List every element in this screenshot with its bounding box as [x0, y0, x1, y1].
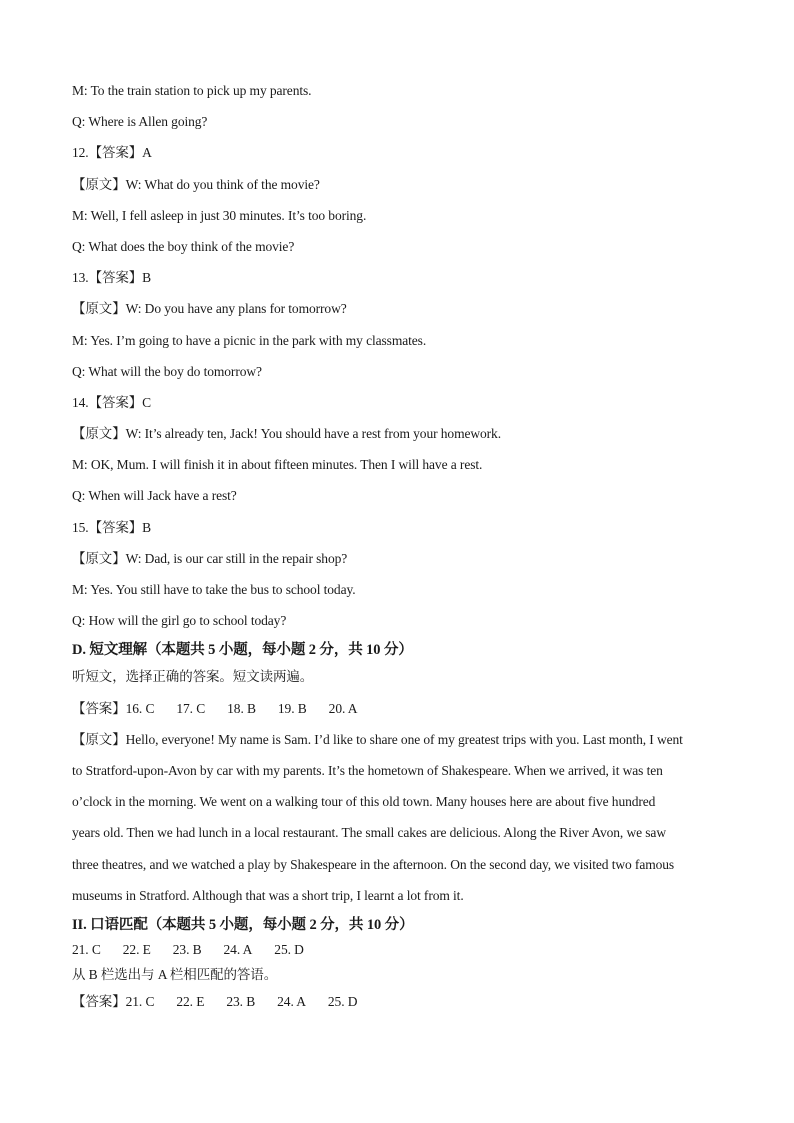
passage-line: years old. Then we had lunch in a local restaurant. The small cakes are delicious. Along the River Avon, we saw	[72, 825, 666, 841]
passage-line: to Stratford-upon-Avon by car with my parents. It’s the hometown of Shakespeare. When we arrived, it was ten	[72, 762, 663, 778]
answer-item: 16. C	[125, 700, 155, 716]
answer-prefix: 【答案】	[72, 700, 126, 716]
answer-item: 24. A	[223, 941, 253, 957]
text-line: Q: When will Jack have a rest?	[72, 488, 237, 504]
answer-item: 22. E	[122, 941, 151, 957]
section-ii-instruction: 从 B 栏选出与 A 栏相匹配的答语。	[72, 966, 278, 982]
text-line: 【原文】W: Dad, is our car still in the repair shop?	[72, 550, 348, 566]
text-line: M: OK, Mum. I will finish it in about fifteen minutes. Then I will have a rest.	[72, 457, 483, 473]
answer-item: 24. A	[277, 993, 306, 1009]
text-line: Q: What does the boy think of the movie?	[72, 238, 295, 254]
section-ii-answers	[72, 989, 722, 1020]
answer-item: 18. B	[227, 700, 256, 716]
passage-line: three theatres, and we watched a play by Shakespeare in the afternoon. On the second day, we visited two famous	[72, 856, 675, 872]
answer-item: 21. C	[125, 993, 155, 1009]
answer-item: 23. B	[172, 941, 202, 957]
passage-line: 【原文】Hello, everyone! My name is Sam. I’d like to share one of my greatest trips with you. Last month, I went	[72, 731, 683, 747]
answer-item: 19. B	[277, 700, 307, 716]
text-line: Q: How will the girl go to school today?	[72, 613, 287, 629]
answer-line: 15.【答案】B	[72, 519, 152, 535]
passage-line: museums in Stratford. Although that was a short trip, I learnt a lot from it.	[72, 887, 464, 903]
answer-prefix: 【答案】	[72, 993, 126, 1009]
answer-line: 12.【答案】A	[72, 145, 152, 161]
section-ii-answers-top	[72, 939, 722, 964]
answer-item: 21. C	[72, 941, 101, 957]
document-page	[72, 78, 722, 1020]
passage-line: o’clock in the morning. We went on a walking tour of this old town. Many houses here are about five hundred	[72, 794, 656, 810]
answer-item: 23. B	[226, 993, 256, 1009]
section-d-answers	[72, 696, 722, 727]
text-line: Q: What will the boy do tomorrow?	[72, 363, 262, 379]
text-line: 【原文】W: What do you think of the movie?	[72, 176, 320, 192]
text-line: Q: Where is Allen going?	[72, 114, 208, 130]
section-ii-heading: II. 口语匹配（本题共 5 小题，每小题 2 分，共 10 分）	[72, 916, 414, 933]
answer-item: 25. D	[274, 941, 304, 957]
text-line: 【原文】W: Do you have any plans for tomorrow?	[72, 301, 347, 317]
text-line: M: Yes. You still have to take the bus to school today.	[72, 582, 356, 597]
section-d-instruction: 听短文，选择正确的答案。短文读两遍。	[72, 669, 314, 685]
text-line: 【原文】W: It’s already ten, Jack! You should have a rest from your homework.	[72, 426, 501, 442]
text-line: M: Well, I fell asleep in just 30 minutes. It’s too boring.	[72, 207, 367, 223]
answer-item: 25. D	[327, 993, 358, 1009]
text-line: M: To the train station to pick up my parents.	[72, 83, 312, 98]
answer-item: 22. E	[176, 993, 205, 1009]
answer-item: 17. C	[176, 700, 206, 716]
section-d-heading: D. 短文理解（本题共 5 小题，每小题 2 分，共 10 分）	[72, 642, 413, 659]
answer-line: 13.【答案】B	[72, 270, 152, 286]
answer-line: 14.【答案】C	[72, 394, 152, 410]
answer-item: 20. A	[328, 700, 358, 716]
text-line: M: Yes. I’m going to have a picnic in the park with my classmates.	[72, 332, 427, 348]
